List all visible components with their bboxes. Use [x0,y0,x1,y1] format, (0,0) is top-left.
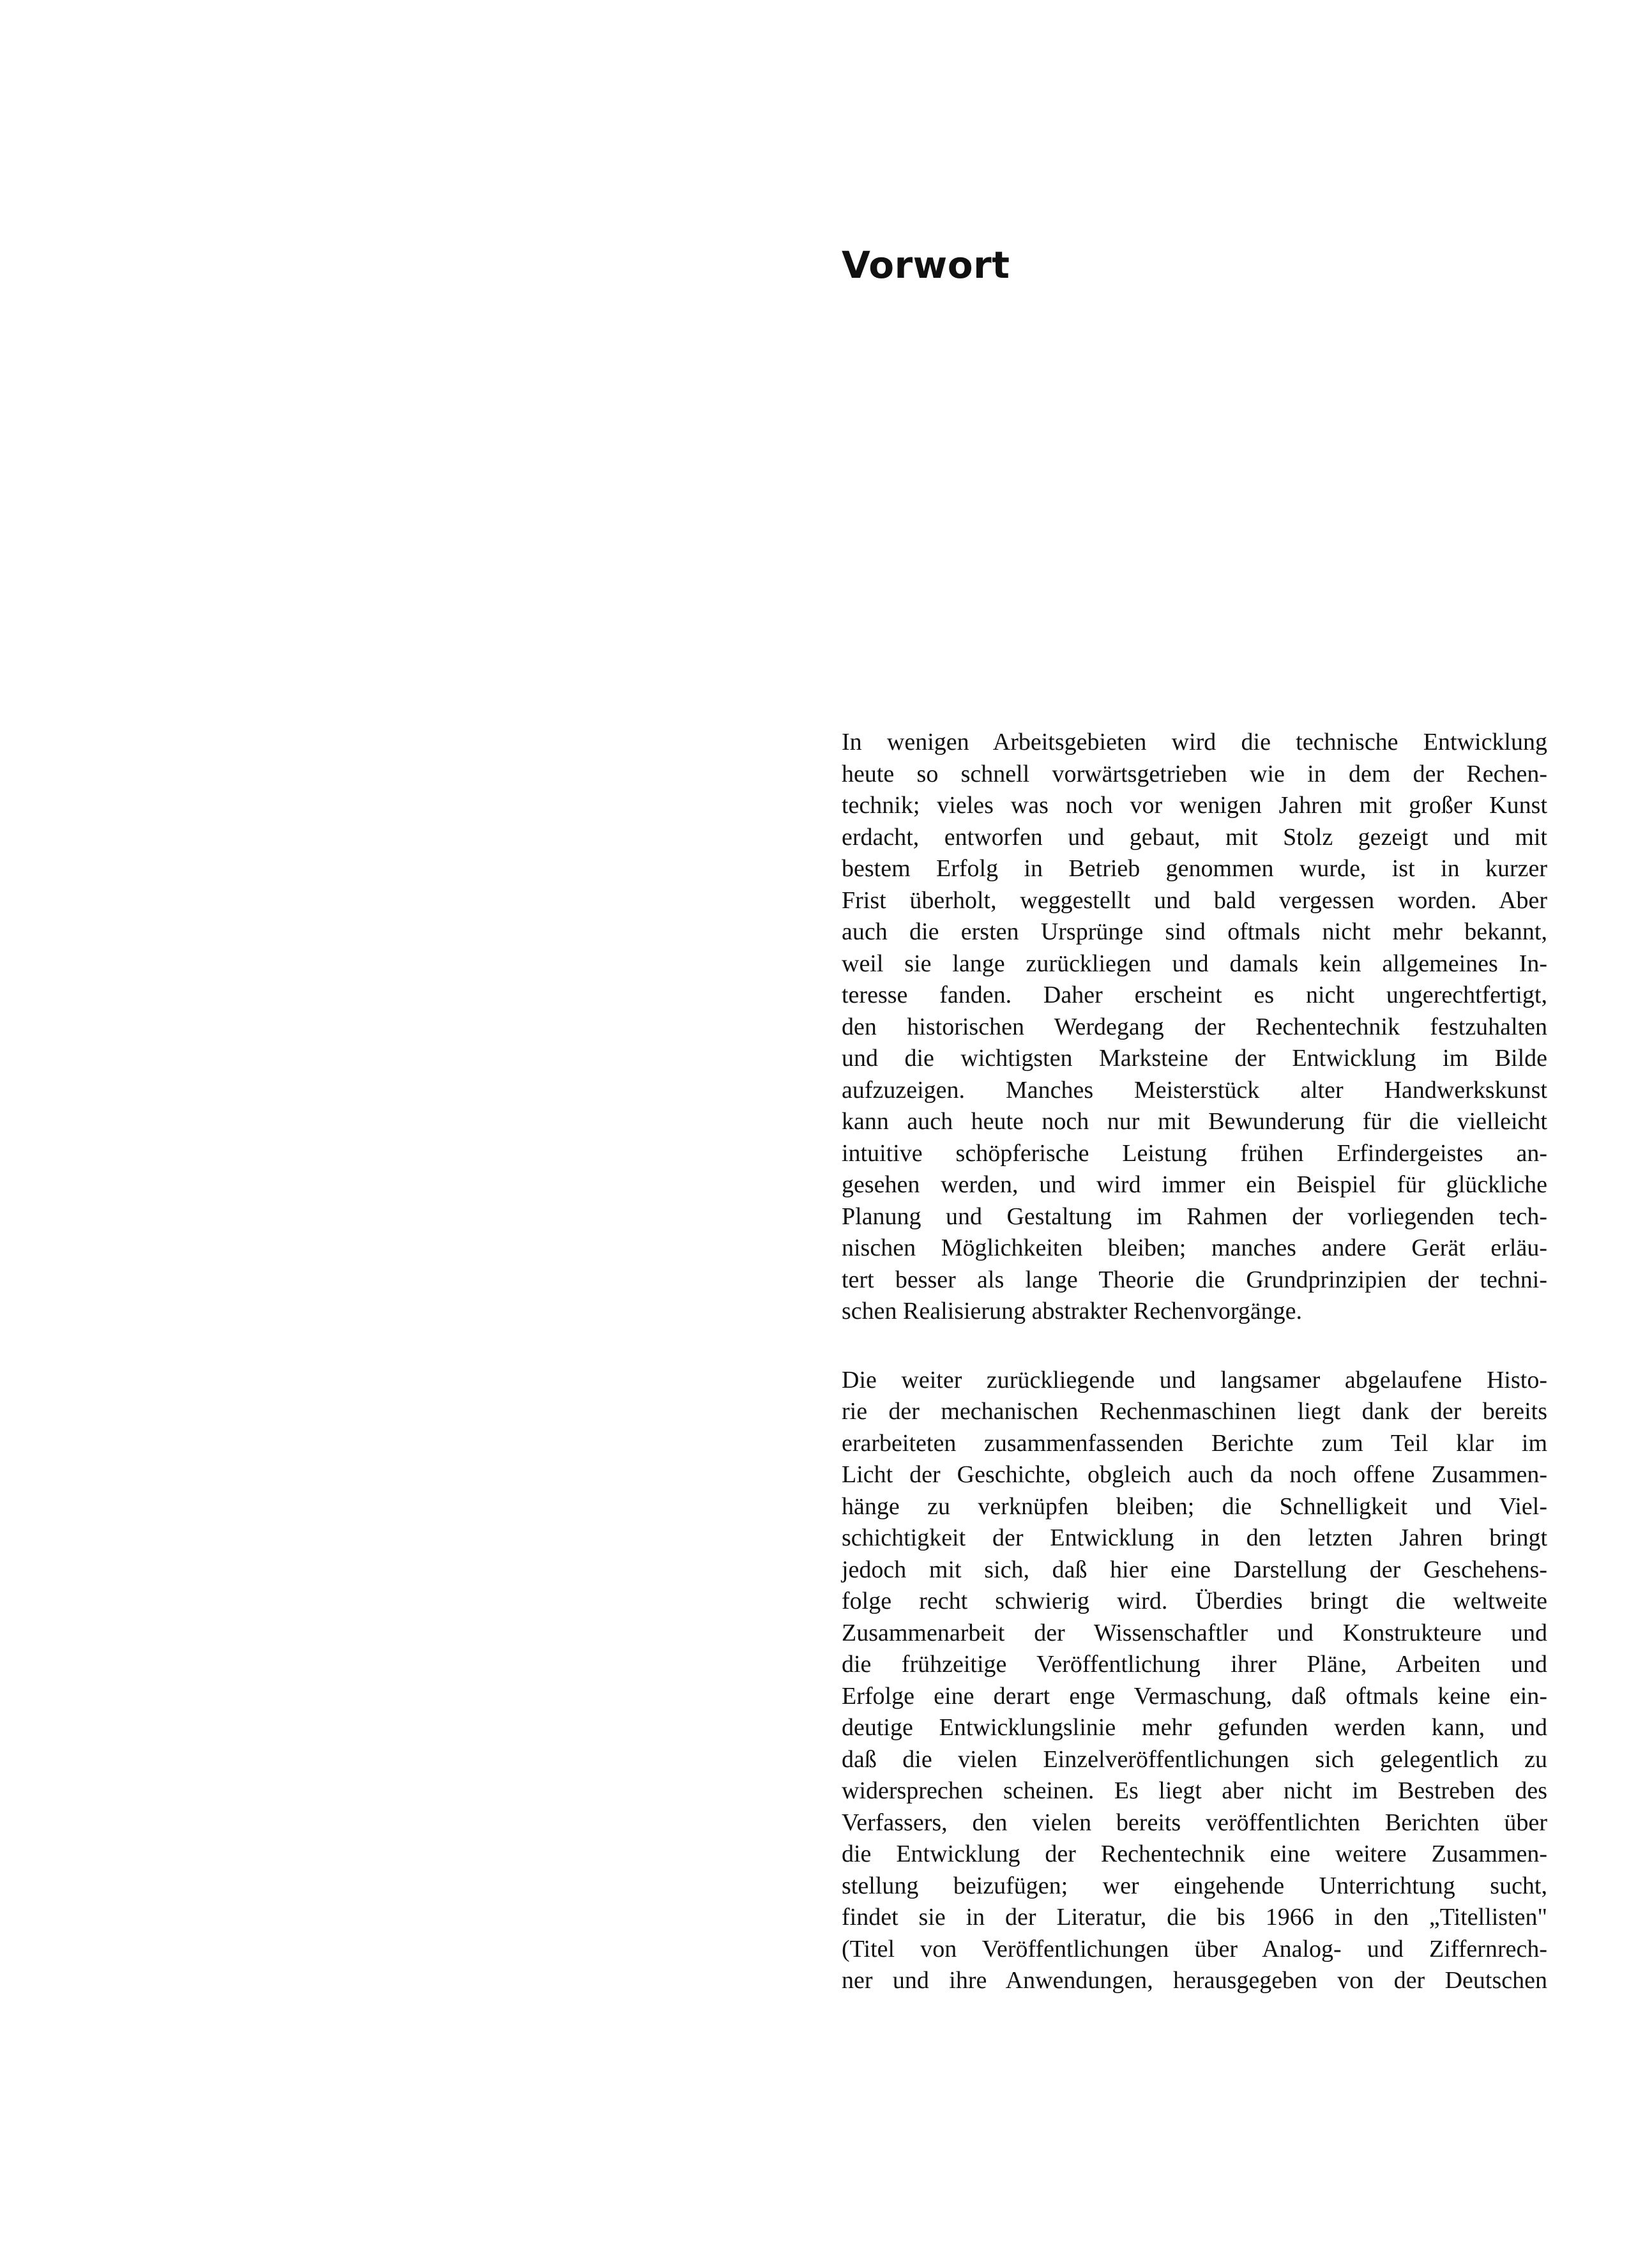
text-line: den historischen Werdegang der Rechentechnik festzuhalten [842,1013,1547,1040]
text-line: gesehen werden, und wird immer ein Beispiel für glückliche [842,1171,1547,1198]
text-line: auch die ersten Ursprünge sind oftmals nicht mehr bekannt, [842,918,1547,945]
text-line: Erfolge eine derart enge Vermaschung, daß oftmals keine ein- [842,1682,1547,1710]
text-line: die Entwicklung der Rechentechnik eine weitere Zusammen- [842,1841,1547,1867]
text-line: die frühzeitige Veröffentlichung ihrer Pläne, Arbeiten und [842,1651,1547,1678]
text-line: ner und ihre Anwendungen, herausgegeben von der Deutschen [842,1967,1547,1994]
text-line: jedoch mit sich, daß hier eine Darstellung der Geschehens- [842,1556,1547,1583]
body-text [842,727,1547,1997]
text-line: erdacht, entworfen und gebaut, mit Stolz gezeigt und mit [842,823,1547,851]
text-line: deutige Entwicklungslinie mehr gefunden werden kann, und [842,1714,1547,1741]
paragraph-1 [842,727,1547,1328]
text-line: und die wichtigsten Marksteine der Entwicklung im Bilde [842,1045,1547,1072]
text-line: rie der mechanischen Rechenmaschinen liegt dank der bereits [842,1398,1547,1425]
text-line: Licht der Geschichte, obgleich auch da noch offene Zusammen- [842,1461,1547,1488]
text-line: Planung und Gestaltung im Rahmen der vorliegenden tech- [842,1203,1547,1230]
text-line: intuitive schöpferische Leistung frühen Erfindergeistes an- [842,1139,1547,1167]
text-line: tert besser als lange Theorie die Grundprinzipien der techni- [842,1266,1547,1293]
text-line: teresse fanden. Daher erscheint es nicht ungerechtfertigt, [842,982,1547,1008]
text-line: widersprechen scheinen. Es liegt aber nicht im Bestreben des [842,1777,1547,1804]
text-line: Die weiter zurückliegende und langsamer abgelaufene Histo- [842,1366,1547,1393]
text-line: erarbeiteten zusammenfassenden Berichte zum Teil klar im [842,1429,1547,1457]
text-line: nischen Möglichkeiten bleiben; manches andere Gerät erläu- [842,1234,1547,1261]
text-line: bestem Erfolg in Betrieb genommen wurde, ist in kurzer [842,855,1547,882]
text-line: kann auch heute noch nur mit Bewunderung für die vielleicht [842,1108,1547,1135]
text-line: Zusammenarbeit der Wissenschaftler und Konstrukteure und [842,1619,1547,1646]
text-line: stellung beizufügen; wer eingehende Unterrichtung sucht, [842,1872,1547,1899]
text-line: schen Realisierung abstrakter Rechenvorgänge. [842,1298,1303,1325]
text-line: findet sie in der Literatur, die bis 1966 in den „Titellisten" [842,1904,1547,1931]
text-line: daß die vielen Einzelveröffentlichungen sich gelegentlich zu [842,1745,1547,1773]
text-line: hänge zu verknüpfen bleiben; die Schnelligkeit und Viel- [842,1492,1547,1520]
text-line: schichtigkeit der Entwicklung in den letzten Jahren bringt [842,1524,1547,1551]
text-line: heute so schnell vorwärtsgetrieben wie in dem der Rechen- [842,760,1547,787]
text-line: Verfassers, den vielen bereits veröffentlichten Berichten über [842,1809,1547,1836]
text-line: weil sie lange zurückliegen und damals kein allgemeines In- [842,950,1547,977]
text-line: aufzuzeigen. Manches Meisterstück alter Handwerkskunst [842,1076,1547,1104]
text-line: technik; vieles was noch vor wenigen Jahren mit großer Kunst [842,792,1547,819]
text-line: Frist überholt, weggestellt und bald vergessen worden. Aber [842,886,1547,914]
text-line: folge recht schwierig wird. Überdies bringt die weltweite [842,1588,1547,1614]
text-line: In wenigen Arbeitsgebieten wird die technische Entwicklung [842,729,1547,755]
text-line: (Titel von Veröffentlichungen über Analog- und Ziffernrech- [842,1935,1547,1963]
paragraph-2 [842,1365,1547,1997]
page-title: Vorwort [842,243,1010,287]
